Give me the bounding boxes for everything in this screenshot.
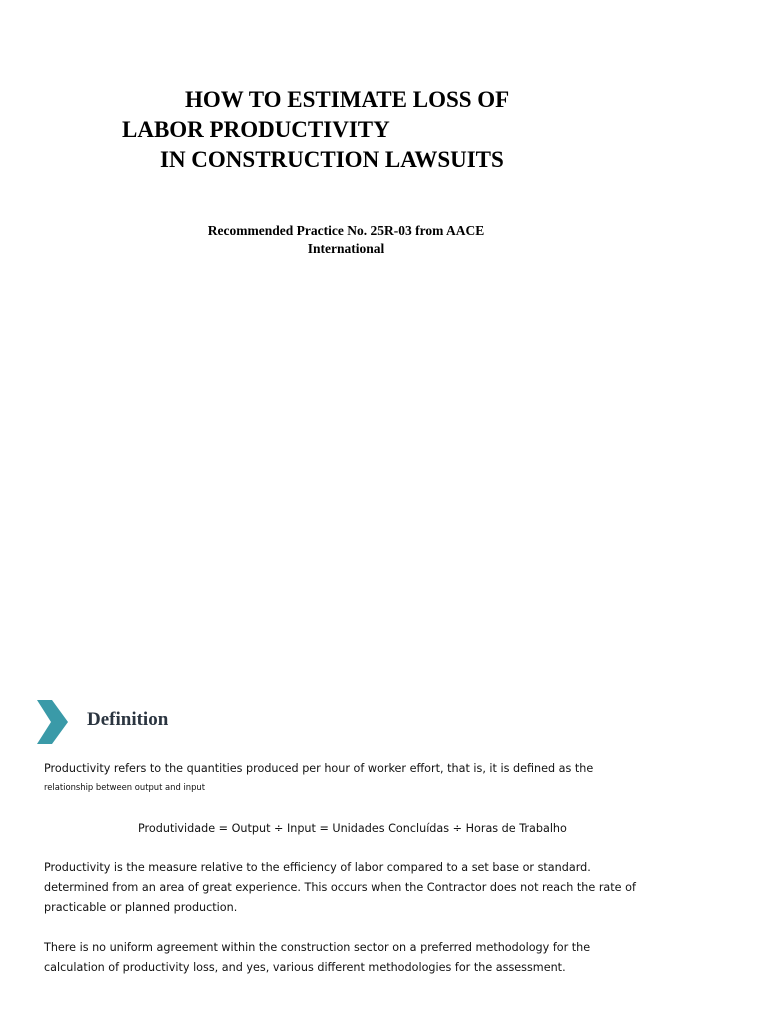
document-subtitle-line-2: International (307, 241, 385, 256)
paragraph-3-line-2: calculation of productivity loss, and yes, various different methodologies for the assessment. (44, 961, 566, 974)
paragraph-2-line-1: Productivity is the measure relative to the efficiency of labor compared to a set base or standard. (44, 861, 591, 874)
definition-paragraph-line-2: relationship between output and input (44, 782, 206, 792)
document-title-line-3: IN CONSTRUCTION LAWSUITS (160, 147, 504, 172)
chevron-right-icon (37, 700, 68, 744)
document-title-line-2: LABOR PRODUCTIVITY (122, 117, 390, 142)
productivity-formula: Produtividade = Output ÷ Input = Unidades Concluídas ÷ Horas de Trabalho (138, 822, 567, 835)
document-subtitle-line-1: Recommended Practice No. 25R-03 from AACE (207, 223, 485, 238)
section-heading-definition: Definition (87, 709, 169, 730)
document-title-line-1: HOW TO ESTIMATE LOSS OF (185, 87, 510, 112)
paragraph-2-line-3: practicable or planned production. (44, 901, 238, 914)
paragraph-3-line-1: There is no uniform agreement within the construction sector on a preferred methodology for the (44, 941, 591, 954)
paragraph-2-line-2: determined from an area of great experience. This occurs when the Contractor does not reach the rate of (44, 881, 636, 894)
definition-paragraph-line-1: Productivity refers to the quantities produced per hour of worker effort, that is, it is defined as the (44, 762, 594, 775)
